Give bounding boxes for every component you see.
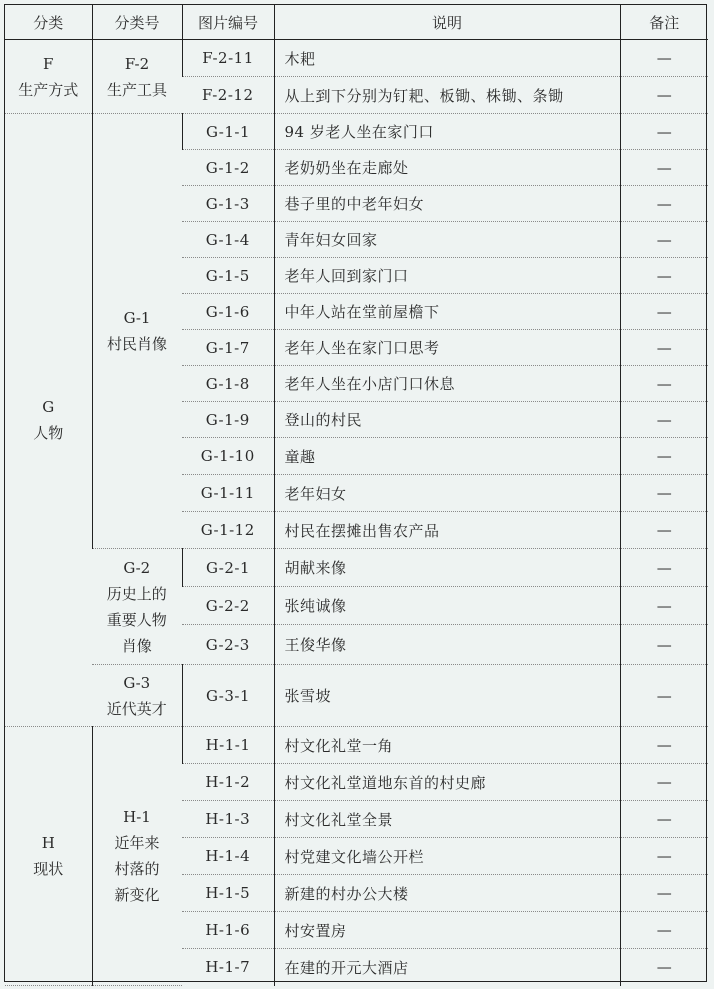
photo-id: G-2-1 xyxy=(182,549,274,587)
table-row xyxy=(5,549,708,587)
photo-id: G-1-12 xyxy=(182,512,274,549)
photo-description: 童趣 xyxy=(274,438,620,475)
photo-note: — xyxy=(620,77,708,114)
photo-note: — xyxy=(620,801,708,838)
table-row xyxy=(5,114,708,150)
photo-note: — xyxy=(620,40,708,77)
subcategory-cell-h1 xyxy=(92,727,182,986)
photo-note: — xyxy=(620,186,708,222)
subcategory-line: 生产工具 xyxy=(106,80,167,99)
table-row xyxy=(5,665,708,727)
photo-id: G-1-4 xyxy=(182,222,274,258)
photo-id: G-2-2 xyxy=(182,587,274,625)
photo-description: 94 岁老人坐在家门口 xyxy=(274,114,620,150)
photo-note: — xyxy=(620,727,708,764)
photo-id: H-1-5 xyxy=(182,875,274,912)
category-code: H xyxy=(41,834,55,852)
subcategory-cell-g1 xyxy=(92,114,182,549)
photo-note: — xyxy=(620,665,708,727)
photo-id: G-1-10 xyxy=(182,438,274,475)
header-subcategory: 分类号 xyxy=(92,5,182,40)
category-code: G xyxy=(42,398,55,416)
photo-note: — xyxy=(620,764,708,801)
photo-index-table xyxy=(5,5,708,986)
table-header-row xyxy=(5,5,708,40)
photo-note: — xyxy=(620,258,708,294)
photo-description: 村文化礼堂道地东首的村史廊 xyxy=(274,764,620,801)
photo-description: 青年妇女回家 xyxy=(274,222,620,258)
photo-note: — xyxy=(620,625,708,665)
photo-note: — xyxy=(620,838,708,875)
photo-description: 在建的开元大酒店 xyxy=(274,949,620,986)
photo-description: 张雪坡 xyxy=(274,665,620,727)
photo-id: H-1-4 xyxy=(182,838,274,875)
photo-id: G-1-6 xyxy=(182,294,274,330)
photo-description: 村文化礼堂全景 xyxy=(274,801,620,838)
subcategory-code: G-3 xyxy=(123,673,151,692)
photo-id: H-1-3 xyxy=(182,801,274,838)
photo-id: G-1-7 xyxy=(182,330,274,366)
photo-description: 村民在摆摊出售农产品 xyxy=(274,512,620,549)
category-cell-f xyxy=(5,40,92,114)
photo-description: 王俊华像 xyxy=(274,625,620,665)
photo-description: 村文化礼堂一角 xyxy=(274,727,620,764)
subcategory-code: H-1 xyxy=(123,808,151,826)
photo-note: — xyxy=(620,402,708,438)
photo-id: G-1-3 xyxy=(182,186,274,222)
category-name: 生产方式 xyxy=(18,80,79,99)
header-note: 备注 xyxy=(620,5,708,40)
photo-id: H-1-1 xyxy=(182,727,274,764)
subcategory-code: F-2 xyxy=(124,54,150,73)
photo-note: — xyxy=(620,366,708,402)
photo-id: G-1-2 xyxy=(182,150,274,186)
photo-description: 木耙 xyxy=(274,40,620,77)
photo-index-table-frame xyxy=(4,4,707,982)
header-description: 说明 xyxy=(274,5,620,40)
photo-note: — xyxy=(620,150,708,186)
photo-id: H-1-7 xyxy=(205,958,251,977)
subcategory-line: 新变化 xyxy=(114,886,160,904)
photo-note: — xyxy=(620,330,708,366)
photo-description: 从上到下分别为钉耙、板锄、株锄、条锄 xyxy=(274,77,620,114)
photo-note: — xyxy=(620,294,708,330)
photo-id: G-1-5 xyxy=(182,258,274,294)
photo-id: H-1-6 xyxy=(182,912,274,949)
category-name: 人物 xyxy=(33,424,64,442)
header-photo-id: 图片编号 xyxy=(182,5,274,40)
photo-note: — xyxy=(620,512,708,549)
subcategory-code: G-1 xyxy=(123,309,151,327)
photo-id: G-1-9 xyxy=(182,402,274,438)
photo-description: 老年人坐在小店门口休息 xyxy=(274,366,620,402)
photo-note: — xyxy=(620,912,708,949)
photo-id: F-2-11 xyxy=(182,40,274,77)
photo-description: 老年人回到家门口 xyxy=(274,258,620,294)
subcategory-line: 村落的 xyxy=(114,860,160,878)
table-row xyxy=(5,40,708,77)
table-row xyxy=(5,727,708,764)
subcategory-line: 近代英才 xyxy=(106,699,167,718)
photo-note: — xyxy=(620,949,708,986)
subcategory-line: 村民肖像 xyxy=(106,335,167,353)
photo-note: — xyxy=(620,475,708,512)
photo-note: — xyxy=(620,114,708,150)
photo-note: — xyxy=(620,438,708,475)
photo-description: 张纯诚像 xyxy=(274,587,620,625)
photo-note: — xyxy=(620,549,708,587)
photo-description: 老年妇女 xyxy=(274,475,620,512)
photo-description: 巷子里的中老年妇女 xyxy=(274,186,620,222)
subcategory-line: 重要人物 xyxy=(106,610,167,629)
photo-id: G-1-1 xyxy=(182,114,274,150)
photo-description: 登山的村民 xyxy=(274,402,620,438)
photo-id: G-2-3 xyxy=(182,625,274,665)
photo-note: — xyxy=(620,587,708,625)
photo-description: 胡献来像 xyxy=(274,549,620,587)
subcategory-code: G-2 xyxy=(123,558,151,577)
photo-id: G-3-1 xyxy=(182,665,274,727)
category-cell-h xyxy=(5,727,92,986)
category-name: 现状 xyxy=(33,860,64,878)
category-code: F xyxy=(43,54,54,73)
photo-id: H-1-2 xyxy=(182,764,274,801)
photo-description: 村安置房 xyxy=(274,912,620,949)
photo-id: G-1-8 xyxy=(182,366,274,402)
photo-description: 村党建文化墙公开栏 xyxy=(274,838,620,875)
subcategory-cell-g3 xyxy=(92,665,182,727)
photo-description: 中年人站在堂前屋檐下 xyxy=(274,294,620,330)
subcategory-line: 历史上的 xyxy=(106,584,167,603)
subcategory-line: 肖像 xyxy=(121,636,152,655)
header-category: 分类 xyxy=(5,5,92,40)
subcategory-line: 近年来 xyxy=(114,834,160,852)
photo-note: — xyxy=(620,222,708,258)
photo-id: G-1-11 xyxy=(182,475,274,512)
subcategory-cell-f2 xyxy=(92,40,182,114)
photo-description: 老奶奶坐在走廊处 xyxy=(274,150,620,186)
category-cell-g xyxy=(5,114,92,727)
photo-id: F-2-12 xyxy=(182,77,274,114)
photo-description: 新建的村办公大楼 xyxy=(274,875,620,912)
subcategory-cell-g2 xyxy=(92,549,182,665)
photo-note: — xyxy=(620,875,708,912)
photo-description: 老年人坐在家门口思考 xyxy=(274,330,620,366)
